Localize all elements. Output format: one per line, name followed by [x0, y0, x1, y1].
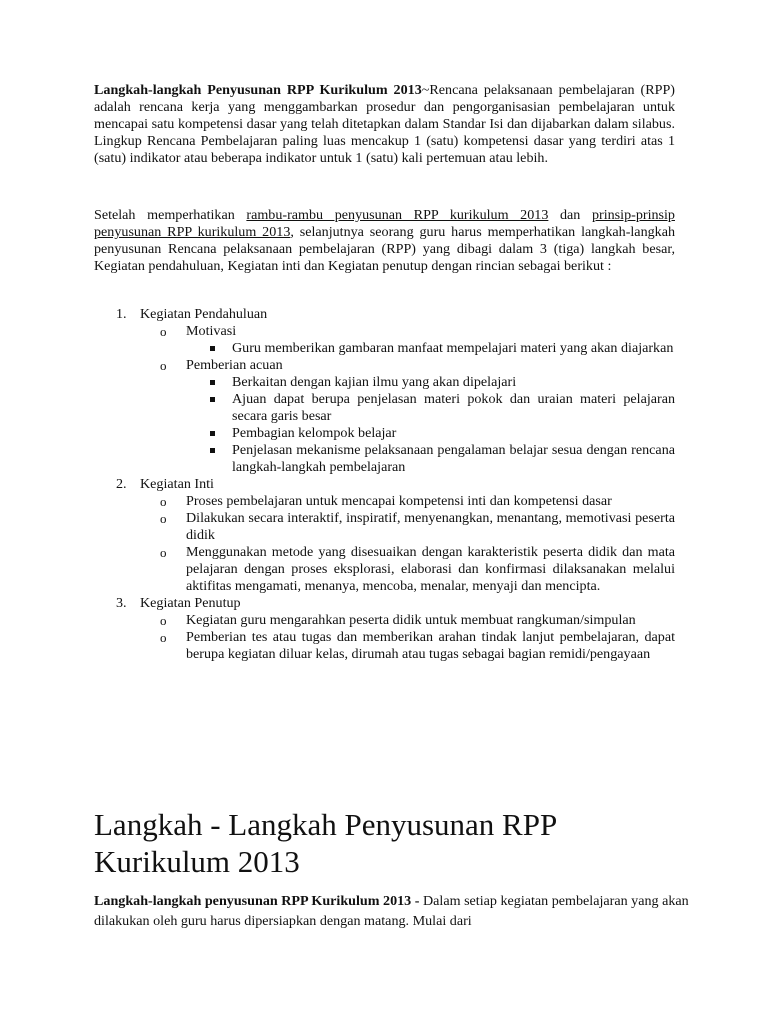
bullet-o: o [160, 630, 167, 645]
list-item [94, 391, 675, 425]
step-2-title: Kegiatan Inti [140, 476, 214, 492]
link-rambu-rambu[interactable]: rambu-rambu penyusunan RPP kurikulum 2013 [246, 207, 549, 223]
section-heading: Langkah - Langkah Penyusunan RPP Kurikulum 2013 [94, 807, 557, 879]
item-text: Berkaitan dengan kajian ilmu yang akan dipelajari [232, 374, 517, 390]
item-text: Dilakukan secara interaktif, inspiratif, menyenangkan, menantang, memotivasi peserta didik [186, 510, 675, 543]
item-text: Guru memberikan gambaran manfaat mempelajari materi yang akan diajarkan [232, 340, 674, 356]
step-1-number: 1. [116, 306, 127, 322]
item-text: Proses pembelajaran untuk mencapai kompetensi inti dan kompetensi dasar [186, 493, 612, 509]
list-item [94, 629, 675, 663]
second-text-2: dan [548, 207, 592, 223]
intro-paragraph [94, 82, 675, 167]
intro-text: ~Rencana pelaksanaan pembelajaran (RPP) adalah rencana kerja yang menggambarkan prosedur dan pengorganisasian pembelajaran untuk mencapai satu kompetensi dasar yang telah ditetapkan dalam Standar Isi dan dijabarkan dalam silabus. Lingkup Rencana Pembelajaran paling luas mencakup 1 (satu) kompetensi dasar yang terdiri atas 1 (satu) indikator atau beberapa indikator untuk 1 (satu) kali pertemuan atau lebih. [94, 82, 676, 166]
step-1 [94, 306, 675, 476]
bullet-o: o [160, 511, 167, 526]
square-bullet-icon [210, 346, 215, 351]
step-1-title: Kegiatan Pendahuluan [140, 306, 268, 322]
step-3-title: Kegiatan Penutup [140, 595, 241, 611]
intro-lead-bold: Langkah-langkah Penyusunan RPP Kurikulum 2013 [94, 82, 422, 98]
second-text-1: Setelah memperhatikan [94, 207, 247, 223]
item-text: Menggunakan metode yang disesuaikan dengan karakteristik peserta didik dan mata pelajaran dengan proses eksplorasi, elaborasi dan konfirmasi dilaksanakan melalui aktifitas mengamati, menanya, mencoba, menalar, menyaji dan mencipta. [186, 544, 675, 594]
step-1-sublist [140, 323, 675, 476]
step-2-number: 2. [116, 476, 127, 492]
closing-paragraph [94, 891, 694, 931]
bullet-o: o [160, 613, 167, 628]
list-item [94, 510, 675, 544]
list-item [94, 493, 675, 510]
list-item [94, 340, 675, 357]
square-bullet-icon [210, 431, 215, 436]
list-item [94, 442, 675, 476]
list-item [94, 544, 675, 595]
list-item [94, 612, 675, 629]
step-1a-label: Motivasi [186, 323, 237, 339]
bullet-o: o [160, 324, 167, 339]
list-item [94, 425, 675, 442]
item-text: Pembagian kelompok belajar [232, 425, 397, 441]
square-bullet-icon [210, 397, 215, 402]
step-1b-label: Pemberian acuan [186, 357, 283, 373]
list-item [94, 374, 675, 391]
step-1a-items [186, 340, 675, 357]
step-1b-items [186, 374, 675, 476]
step-3 [94, 595, 675, 663]
item-text: Pemberian tes atau tugas dan memberikan arahan tindak lanjut pembelajaran, dapat berupa kegiatan diluar kelas, dirumah atau tugas sebagai bagian remidi/pengayaan [186, 629, 675, 662]
step-3-number: 3. [116, 595, 127, 611]
list-item [94, 323, 675, 357]
bullet-o: o [160, 494, 167, 509]
closing-lead-bold: Langkah-langkah penyusunan RPP Kurikulum 2013 - [94, 893, 420, 909]
second-text-3: , selanjutnya seorang guru harus memperhatikan langkah-langkah penyusunan Rencana pelaksanaan pembelajaran (RPP) yang dibagi dalam 3 (tiga) langkah besar, Kegiatan pendahuluan, Kegiatan inti dan Kegiatan penutup dengan rincian sebagai berikut : [94, 224, 676, 274]
square-bullet-icon [210, 380, 215, 385]
bullet-o: o [160, 358, 167, 373]
item-text: Kegiatan guru mengarahkan peserta didik untuk membuat rangkuman/simpulan [186, 612, 636, 628]
step-2-sublist [140, 493, 675, 595]
bullet-o: o [160, 545, 167, 560]
second-paragraph [94, 207, 675, 275]
square-bullet-icon [210, 448, 215, 453]
step-2 [94, 476, 675, 595]
step-3-sublist [140, 612, 675, 663]
item-text: Penjelasan mekanisme pelaksanaan pengalaman belajar sesua dengan rencana langkah-langkah pembelajaran [232, 442, 675, 475]
list-item [94, 357, 675, 476]
closing-text: Dalam setiap kegiatan pembelajaran yang akan dilakukan oleh guru harus dipersiapkan dengan matang. Mulai dari [94, 893, 689, 929]
link-prinsip-prinsip[interactable]: prinsip-prinsip penyusunan RPP kurikulum 2013 [94, 207, 675, 240]
item-text: Ajuan dapat berupa penjelasan materi pokok dan uraian materi pelajaran secara garis besar [232, 391, 675, 424]
steps-list [94, 306, 675, 663]
